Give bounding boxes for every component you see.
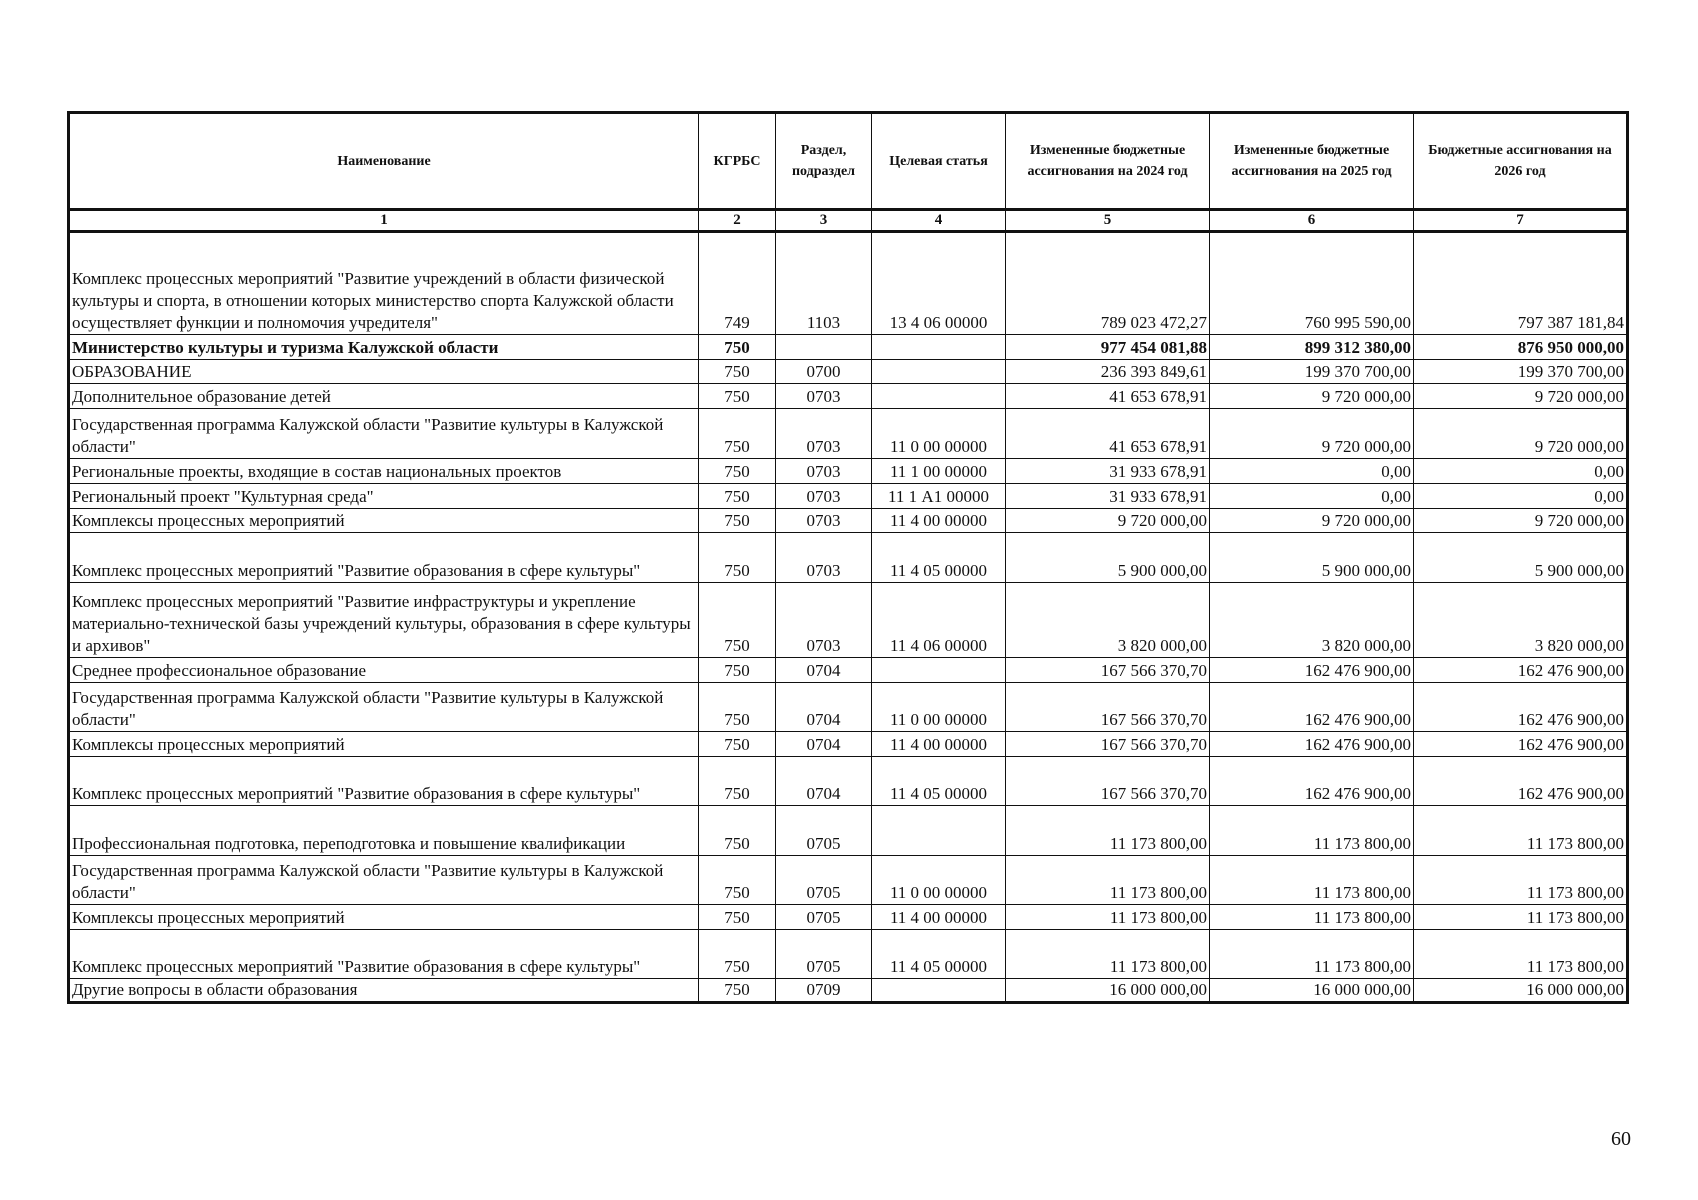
cell-name: Комплекс процессных мероприятий "Развитие образования в сфере культуры" bbox=[69, 930, 699, 979]
cell-amount-2024: 3 820 000,00 bbox=[1006, 583, 1210, 658]
cell-target: 11 0 00 00000 bbox=[872, 856, 1006, 905]
cell-target: 11 4 05 00000 bbox=[872, 533, 1006, 583]
cell-amount-2026: 162 476 900,00 bbox=[1414, 683, 1628, 732]
cell-amount-2024: 977 454 081,88 bbox=[1006, 335, 1210, 360]
table-row bbox=[69, 409, 1628, 459]
cell-amount-2025: 11 173 800,00 bbox=[1210, 930, 1414, 979]
cell-name: Комплекс процессных мероприятий "Развитие учреждений в области физической культуры и спорта, в отношении которых министерство спорта Калужской области осуществляет функции и полномочия учредителя" bbox=[69, 232, 699, 335]
cell-kgrbs: 750 bbox=[699, 732, 776, 757]
cell-name: Профессиональная подготовка, переподготовка и повышение квалификации bbox=[69, 806, 699, 856]
cell-target bbox=[872, 335, 1006, 360]
cell-kgrbs: 750 bbox=[699, 905, 776, 930]
cell-amount-2024: 11 173 800,00 bbox=[1006, 856, 1210, 905]
cell-amount-2024: 167 566 370,70 bbox=[1006, 658, 1210, 683]
cell-amount-2024: 789 023 472,27 bbox=[1006, 232, 1210, 335]
cell-amount-2024: 16 000 000,00 bbox=[1006, 979, 1210, 1003]
cell-section: 0704 bbox=[776, 683, 872, 732]
cell-name: Среднее профессиональное образование bbox=[69, 658, 699, 683]
cell-section: 0704 bbox=[776, 757, 872, 806]
column-number-row bbox=[69, 210, 1628, 232]
cell-name: Комплекс процессных мероприятий "Развитие образования в сфере культуры" bbox=[69, 533, 699, 583]
cell-section: 0705 bbox=[776, 856, 872, 905]
cell-amount-2024: 41 653 678,91 bbox=[1006, 409, 1210, 459]
header-name: Наименование bbox=[69, 113, 699, 210]
cell-amount-2024: 5 900 000,00 bbox=[1006, 533, 1210, 583]
table-row bbox=[69, 509, 1628, 533]
cell-target bbox=[872, 979, 1006, 1003]
header-2026: Бюджетные ассигнования на 2026 год bbox=[1414, 113, 1628, 210]
cell-amount-2026: 162 476 900,00 bbox=[1414, 658, 1628, 683]
cell-amount-2025: 199 370 700,00 bbox=[1210, 360, 1414, 384]
table-row bbox=[69, 533, 1628, 583]
table-row bbox=[69, 232, 1628, 335]
cell-amount-2025: 5 900 000,00 bbox=[1210, 533, 1414, 583]
cell-target: 11 4 00 00000 bbox=[872, 732, 1006, 757]
cell-amount-2026: 11 173 800,00 bbox=[1414, 806, 1628, 856]
table-row bbox=[69, 930, 1628, 979]
cell-name: Региональный проект "Культурная среда" bbox=[69, 484, 699, 509]
cell-amount-2025: 760 995 590,00 bbox=[1210, 232, 1414, 335]
cell-amount-2025: 9 720 000,00 bbox=[1210, 384, 1414, 409]
cell-amount-2026: 162 476 900,00 bbox=[1414, 757, 1628, 806]
table-row bbox=[69, 856, 1628, 905]
cell-amount-2025: 11 173 800,00 bbox=[1210, 905, 1414, 930]
cell-amount-2024: 11 173 800,00 bbox=[1006, 930, 1210, 979]
cell-amount-2025: 162 476 900,00 bbox=[1210, 683, 1414, 732]
table-body bbox=[69, 232, 1628, 1003]
column-number: 3 bbox=[776, 210, 872, 232]
cell-amount-2026: 16 000 000,00 bbox=[1414, 979, 1628, 1003]
cell-amount-2024: 31 933 678,91 bbox=[1006, 484, 1210, 509]
cell-target: 11 4 05 00000 bbox=[872, 757, 1006, 806]
cell-kgrbs: 750 bbox=[699, 360, 776, 384]
cell-target: 11 1 А1 00000 bbox=[872, 484, 1006, 509]
cell-target: 11 4 00 00000 bbox=[872, 905, 1006, 930]
cell-section: 0703 bbox=[776, 409, 872, 459]
cell-amount-2024: 31 933 678,91 bbox=[1006, 459, 1210, 484]
cell-section bbox=[776, 335, 872, 360]
cell-name: Комплекс процессных мероприятий "Развитие инфраструктуры и укрепление материально-технической базы учреждений культуры, образования в сфере культуры и архивов" bbox=[69, 583, 699, 658]
header-2024: Измененные бюджетные ассигнования на 2024 год bbox=[1006, 113, 1210, 210]
cell-amount-2024: 236 393 849,61 bbox=[1006, 360, 1210, 384]
cell-amount-2024: 167 566 370,70 bbox=[1006, 732, 1210, 757]
cell-section: 0703 bbox=[776, 459, 872, 484]
cell-target: 11 0 00 00000 bbox=[872, 409, 1006, 459]
cell-amount-2026: 9 720 000,00 bbox=[1414, 409, 1628, 459]
cell-amount-2025: 11 173 800,00 bbox=[1210, 806, 1414, 856]
cell-section: 0703 bbox=[776, 533, 872, 583]
budget-allocation-table bbox=[67, 111, 1629, 1004]
cell-name: Комплексы процессных мероприятий bbox=[69, 732, 699, 757]
cell-target bbox=[872, 360, 1006, 384]
cell-amount-2026: 5 900 000,00 bbox=[1414, 533, 1628, 583]
cell-section: 0703 bbox=[776, 509, 872, 533]
cell-target bbox=[872, 806, 1006, 856]
cell-section: 0703 bbox=[776, 583, 872, 658]
cell-amount-2026: 11 173 800,00 bbox=[1414, 930, 1628, 979]
cell-kgrbs: 750 bbox=[699, 856, 776, 905]
cell-amount-2025: 9 720 000,00 bbox=[1210, 509, 1414, 533]
column-number: 1 bbox=[69, 210, 699, 232]
column-number: 2 bbox=[699, 210, 776, 232]
table-row bbox=[69, 683, 1628, 732]
cell-name: Другие вопросы в области образования bbox=[69, 979, 699, 1003]
header-row bbox=[69, 113, 1628, 210]
cell-amount-2026: 9 720 000,00 bbox=[1414, 509, 1628, 533]
cell-kgrbs: 750 bbox=[699, 979, 776, 1003]
cell-name: Комплексы процессных мероприятий bbox=[69, 509, 699, 533]
cell-amount-2025: 3 820 000,00 bbox=[1210, 583, 1414, 658]
cell-target: 11 4 00 00000 bbox=[872, 509, 1006, 533]
cell-amount-2026: 797 387 181,84 bbox=[1414, 232, 1628, 335]
cell-kgrbs: 750 bbox=[699, 409, 776, 459]
cell-amount-2026: 876 950 000,00 bbox=[1414, 335, 1628, 360]
cell-section: 0703 bbox=[776, 484, 872, 509]
cell-amount-2025: 162 476 900,00 bbox=[1210, 658, 1414, 683]
cell-kgrbs: 750 bbox=[699, 757, 776, 806]
cell-amount-2024: 167 566 370,70 bbox=[1006, 683, 1210, 732]
cell-amount-2025: 162 476 900,00 bbox=[1210, 757, 1414, 806]
cell-kgrbs: 750 bbox=[699, 533, 776, 583]
cell-amount-2024: 9 720 000,00 bbox=[1006, 509, 1210, 533]
cell-amount-2026: 162 476 900,00 bbox=[1414, 732, 1628, 757]
cell-kgrbs: 750 bbox=[699, 459, 776, 484]
page-number: 60 bbox=[1611, 1128, 1631, 1150]
cell-amount-2026: 3 820 000,00 bbox=[1414, 583, 1628, 658]
cell-kgrbs: 750 bbox=[699, 509, 776, 533]
column-number: 4 bbox=[872, 210, 1006, 232]
cell-name: Региональные проекты, входящие в состав национальных проектов bbox=[69, 459, 699, 484]
cell-kgrbs: 749 bbox=[699, 232, 776, 335]
cell-target: 11 4 06 00000 bbox=[872, 583, 1006, 658]
header-kgrbs: КГРБС bbox=[699, 113, 776, 210]
cell-section: 0700 bbox=[776, 360, 872, 384]
column-number: 6 bbox=[1210, 210, 1414, 232]
cell-name: Государственная программа Калужской области "Развитие культуры в Калужской области" bbox=[69, 856, 699, 905]
table-row bbox=[69, 905, 1628, 930]
cell-amount-2025: 9 720 000,00 bbox=[1210, 409, 1414, 459]
cell-section: 0705 bbox=[776, 930, 872, 979]
table-row bbox=[69, 384, 1628, 409]
cell-amount-2026: 9 720 000,00 bbox=[1414, 384, 1628, 409]
column-number: 7 bbox=[1414, 210, 1628, 232]
cell-amount-2026: 199 370 700,00 bbox=[1414, 360, 1628, 384]
cell-kgrbs: 750 bbox=[699, 658, 776, 683]
table-row bbox=[69, 757, 1628, 806]
cell-kgrbs: 750 bbox=[699, 583, 776, 658]
table-row bbox=[69, 732, 1628, 757]
table-row bbox=[69, 459, 1628, 484]
cell-name: Дополнительное образование детей bbox=[69, 384, 699, 409]
cell-name: Министерство культуры и туризма Калужской области bbox=[69, 335, 699, 360]
table-row bbox=[69, 335, 1628, 360]
table-row bbox=[69, 658, 1628, 683]
header-section: Раздел, подраздел bbox=[776, 113, 872, 210]
cell-kgrbs: 750 bbox=[699, 335, 776, 360]
cell-amount-2025: 11 173 800,00 bbox=[1210, 856, 1414, 905]
cell-section: 0704 bbox=[776, 732, 872, 757]
cell-amount-2024: 11 173 800,00 bbox=[1006, 806, 1210, 856]
header-2025: Измененные бюджетные ассигнования на 2025 год bbox=[1210, 113, 1414, 210]
cell-section: 0709 bbox=[776, 979, 872, 1003]
cell-amount-2024: 11 173 800,00 bbox=[1006, 905, 1210, 930]
cell-amount-2026: 0,00 bbox=[1414, 459, 1628, 484]
table-row bbox=[69, 484, 1628, 509]
table-row bbox=[69, 583, 1628, 658]
cell-amount-2025: 162 476 900,00 bbox=[1210, 732, 1414, 757]
table-row bbox=[69, 806, 1628, 856]
cell-kgrbs: 750 bbox=[699, 484, 776, 509]
cell-amount-2025: 899 312 380,00 bbox=[1210, 335, 1414, 360]
cell-section: 0703 bbox=[776, 384, 872, 409]
cell-amount-2024: 167 566 370,70 bbox=[1006, 757, 1210, 806]
cell-amount-2024: 41 653 678,91 bbox=[1006, 384, 1210, 409]
cell-kgrbs: 750 bbox=[699, 806, 776, 856]
cell-target bbox=[872, 384, 1006, 409]
cell-amount-2025: 0,00 bbox=[1210, 459, 1414, 484]
cell-target: 11 0 00 00000 bbox=[872, 683, 1006, 732]
cell-section: 0705 bbox=[776, 905, 872, 930]
cell-target: 11 1 00 00000 bbox=[872, 459, 1006, 484]
table-row bbox=[69, 360, 1628, 384]
cell-amount-2025: 16 000 000,00 bbox=[1210, 979, 1414, 1003]
cell-name: Комплексы процессных мероприятий bbox=[69, 905, 699, 930]
cell-amount-2026: 11 173 800,00 bbox=[1414, 905, 1628, 930]
cell-name: Государственная программа Калужской области "Развитие культуры в Калужской области" bbox=[69, 683, 699, 732]
cell-amount-2026: 0,00 bbox=[1414, 484, 1628, 509]
cell-section: 0705 bbox=[776, 806, 872, 856]
cell-amount-2026: 11 173 800,00 bbox=[1414, 856, 1628, 905]
cell-name: ОБРАЗОВАНИЕ bbox=[69, 360, 699, 384]
cell-name: Комплекс процессных мероприятий "Развитие образования в сфере культуры" bbox=[69, 757, 699, 806]
cell-kgrbs: 750 bbox=[699, 930, 776, 979]
cell-kgrbs: 750 bbox=[699, 683, 776, 732]
header-target: Целевая статья bbox=[872, 113, 1006, 210]
cell-section: 1103 bbox=[776, 232, 872, 335]
column-number: 5 bbox=[1006, 210, 1210, 232]
cell-kgrbs: 750 bbox=[699, 384, 776, 409]
table-row bbox=[69, 979, 1628, 1003]
cell-target: 11 4 05 00000 bbox=[872, 930, 1006, 979]
cell-name: Государственная программа Калужской области "Развитие культуры в Калужской области" bbox=[69, 409, 699, 459]
cell-target: 13 4 06 00000 bbox=[872, 232, 1006, 335]
cell-target bbox=[872, 658, 1006, 683]
cell-section: 0704 bbox=[776, 658, 872, 683]
cell-amount-2025: 0,00 bbox=[1210, 484, 1414, 509]
